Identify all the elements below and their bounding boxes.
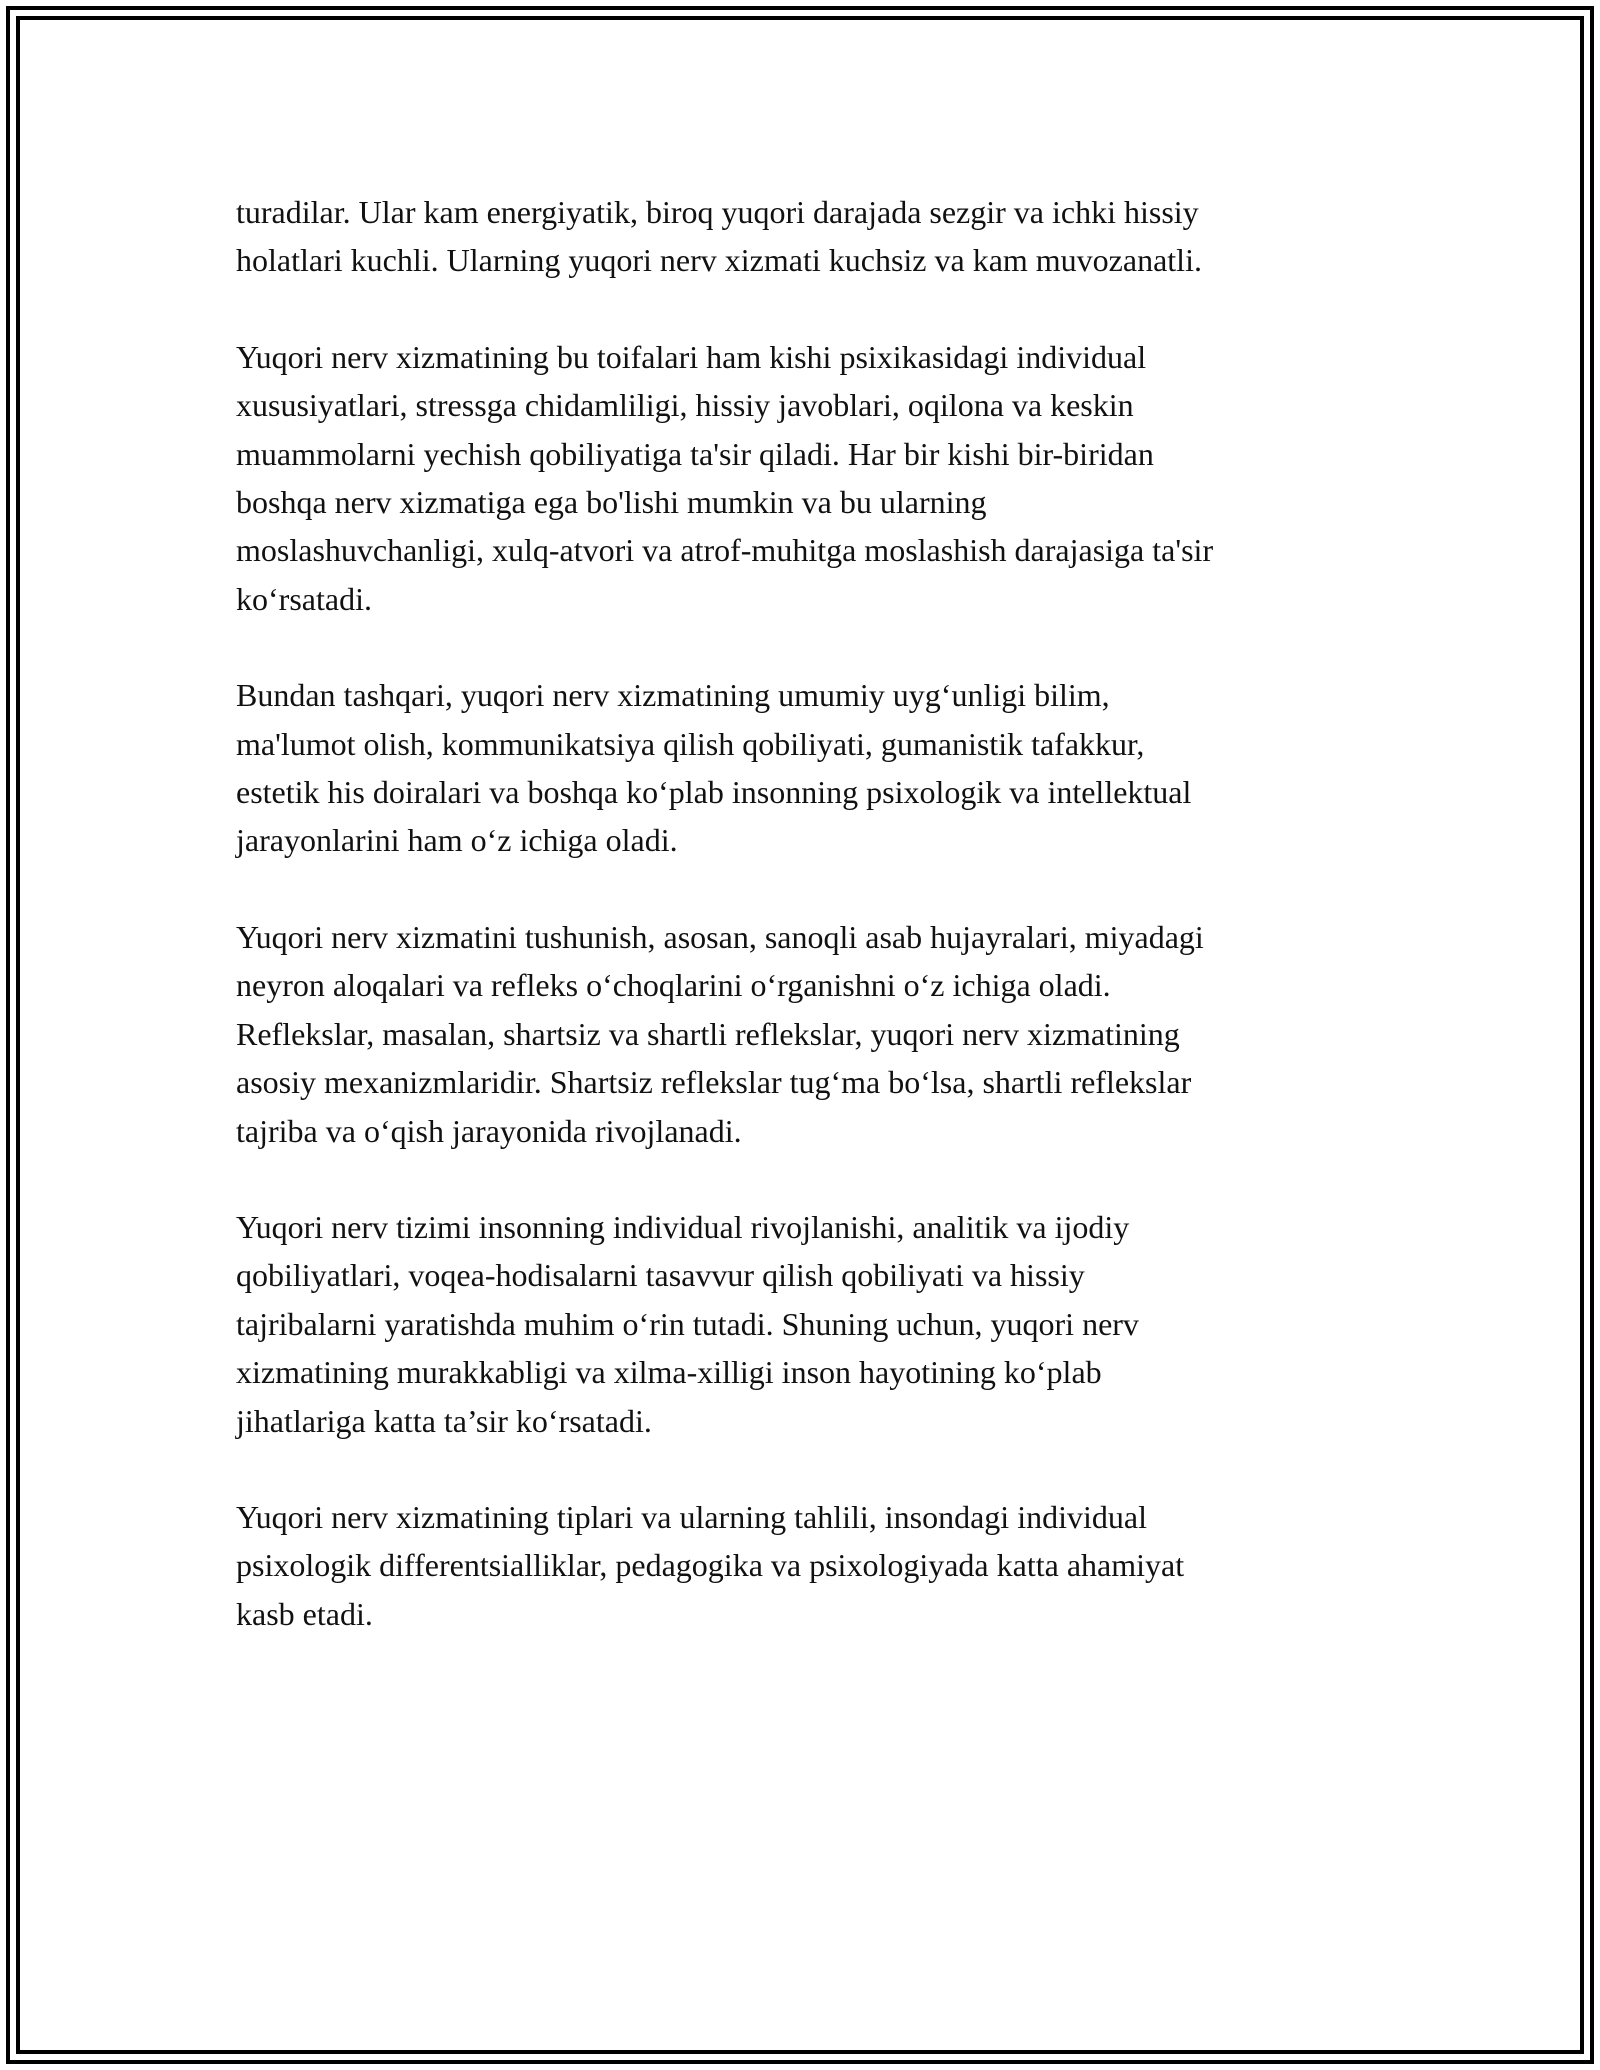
paragraph-3	[236, 671, 1366, 865]
text-line: xususiyatlari, stressga chidamliligi, hissiy javoblari, oqilona va keskin	[236, 387, 1134, 424]
text-line: neyron aloqalari va refleks o‘choqlarini o‘rganishni o‘z ichiga oladi.	[236, 967, 1111, 1004]
text-line: Yuqori nerv tizimi insonning individual rivojlanishi, analitik va ijodiy	[236, 1208, 1130, 1245]
text-line: Yuqori nerv xizmatining tiplari va ularning tahlili, insondagi individual	[236, 1498, 1147, 1535]
text-line: jarayonlarini ham o‘z ichiga oladi.	[236, 822, 678, 859]
document-body	[236, 188, 1366, 1686]
paragraph-2	[236, 333, 1366, 623]
text-line: xizmatining murakkabligi va xilma-xilligi inson hayotining ko‘plab	[236, 1354, 1102, 1391]
text-line: qobiliyatlari, voqea-hodisalarni tasavvur qilish qobiliyati va hissiy	[236, 1257, 1085, 1294]
text-line: Reflekslar, masalan, shartsiz va shartli reflekslar, yuqori nerv xizmatining	[236, 1015, 1180, 1052]
text-line: estetik his doiralari va boshqa ko‘plab insonning psixologik va intellektual	[236, 774, 1192, 811]
text-line: Yuqori nerv xizmatini tushunish, asosan, sanoqli asab hujayralari, miyadagi	[236, 918, 1204, 955]
text-line: boshqa nerv xizmatiga ega bo'lishi mumkin va bu ularning	[236, 484, 987, 521]
text-line: Bundan tashqari, yuqori nerv xizmatining umumiy uyg‘unligi bilim,	[236, 677, 1110, 714]
text-line: tajriba va o‘qish jarayonida rivojlanadi.	[236, 1112, 742, 1149]
paragraph-4	[236, 913, 1366, 1155]
text-line: tajribalarni yaratishda muhim o‘rin tutadi. Shuning uchun, yuqori nerv	[236, 1305, 1139, 1342]
text-line: turadilar. Ular kam energiyatik, biroq yuqori darajada sezgir va ichki hissiy	[236, 194, 1199, 230]
text-line: psixologik differentsialliklar, pedagogika va psixologiyada katta ahamiyat	[236, 1547, 1185, 1584]
text-line: muammolarni yechish qobiliyatiga ta'sir qiladi. Har bir kishi bir-biridan	[236, 435, 1154, 472]
text-line: jihatlariga katta ta’sir ko‘rsatadi.	[236, 1402, 652, 1439]
text-line: Yuqori nerv xizmatining bu toifalari ham kishi psixikasidagi individual	[236, 338, 1147, 375]
text-line: kasb etadi.	[236, 1595, 373, 1632]
text-line: ma'lumot olish, kommunikatsiya qilish qobiliyati, gumanistik tafakkur,	[236, 725, 1145, 762]
text-line: moslashuvchanligi, xulq-atvori va atrof-muhitga moslashish darajasiga ta'sir	[236, 532, 1214, 569]
paragraph-6	[236, 1493, 1366, 1638]
text-line: ko‘rsatadi.	[236, 580, 372, 617]
paragraph-1	[236, 188, 1366, 285]
text-line: holatlari kuchli. Ularning yuqori nerv xizmati kuchsiz va kam muvozanatli.	[236, 242, 1202, 279]
text-line: asosiy mexanizmlaridir. Shartsiz reflekslar tug‘ma bo‘lsa, shartli reflekslar	[236, 1064, 1192, 1101]
paragraph-5	[236, 1203, 1366, 1445]
